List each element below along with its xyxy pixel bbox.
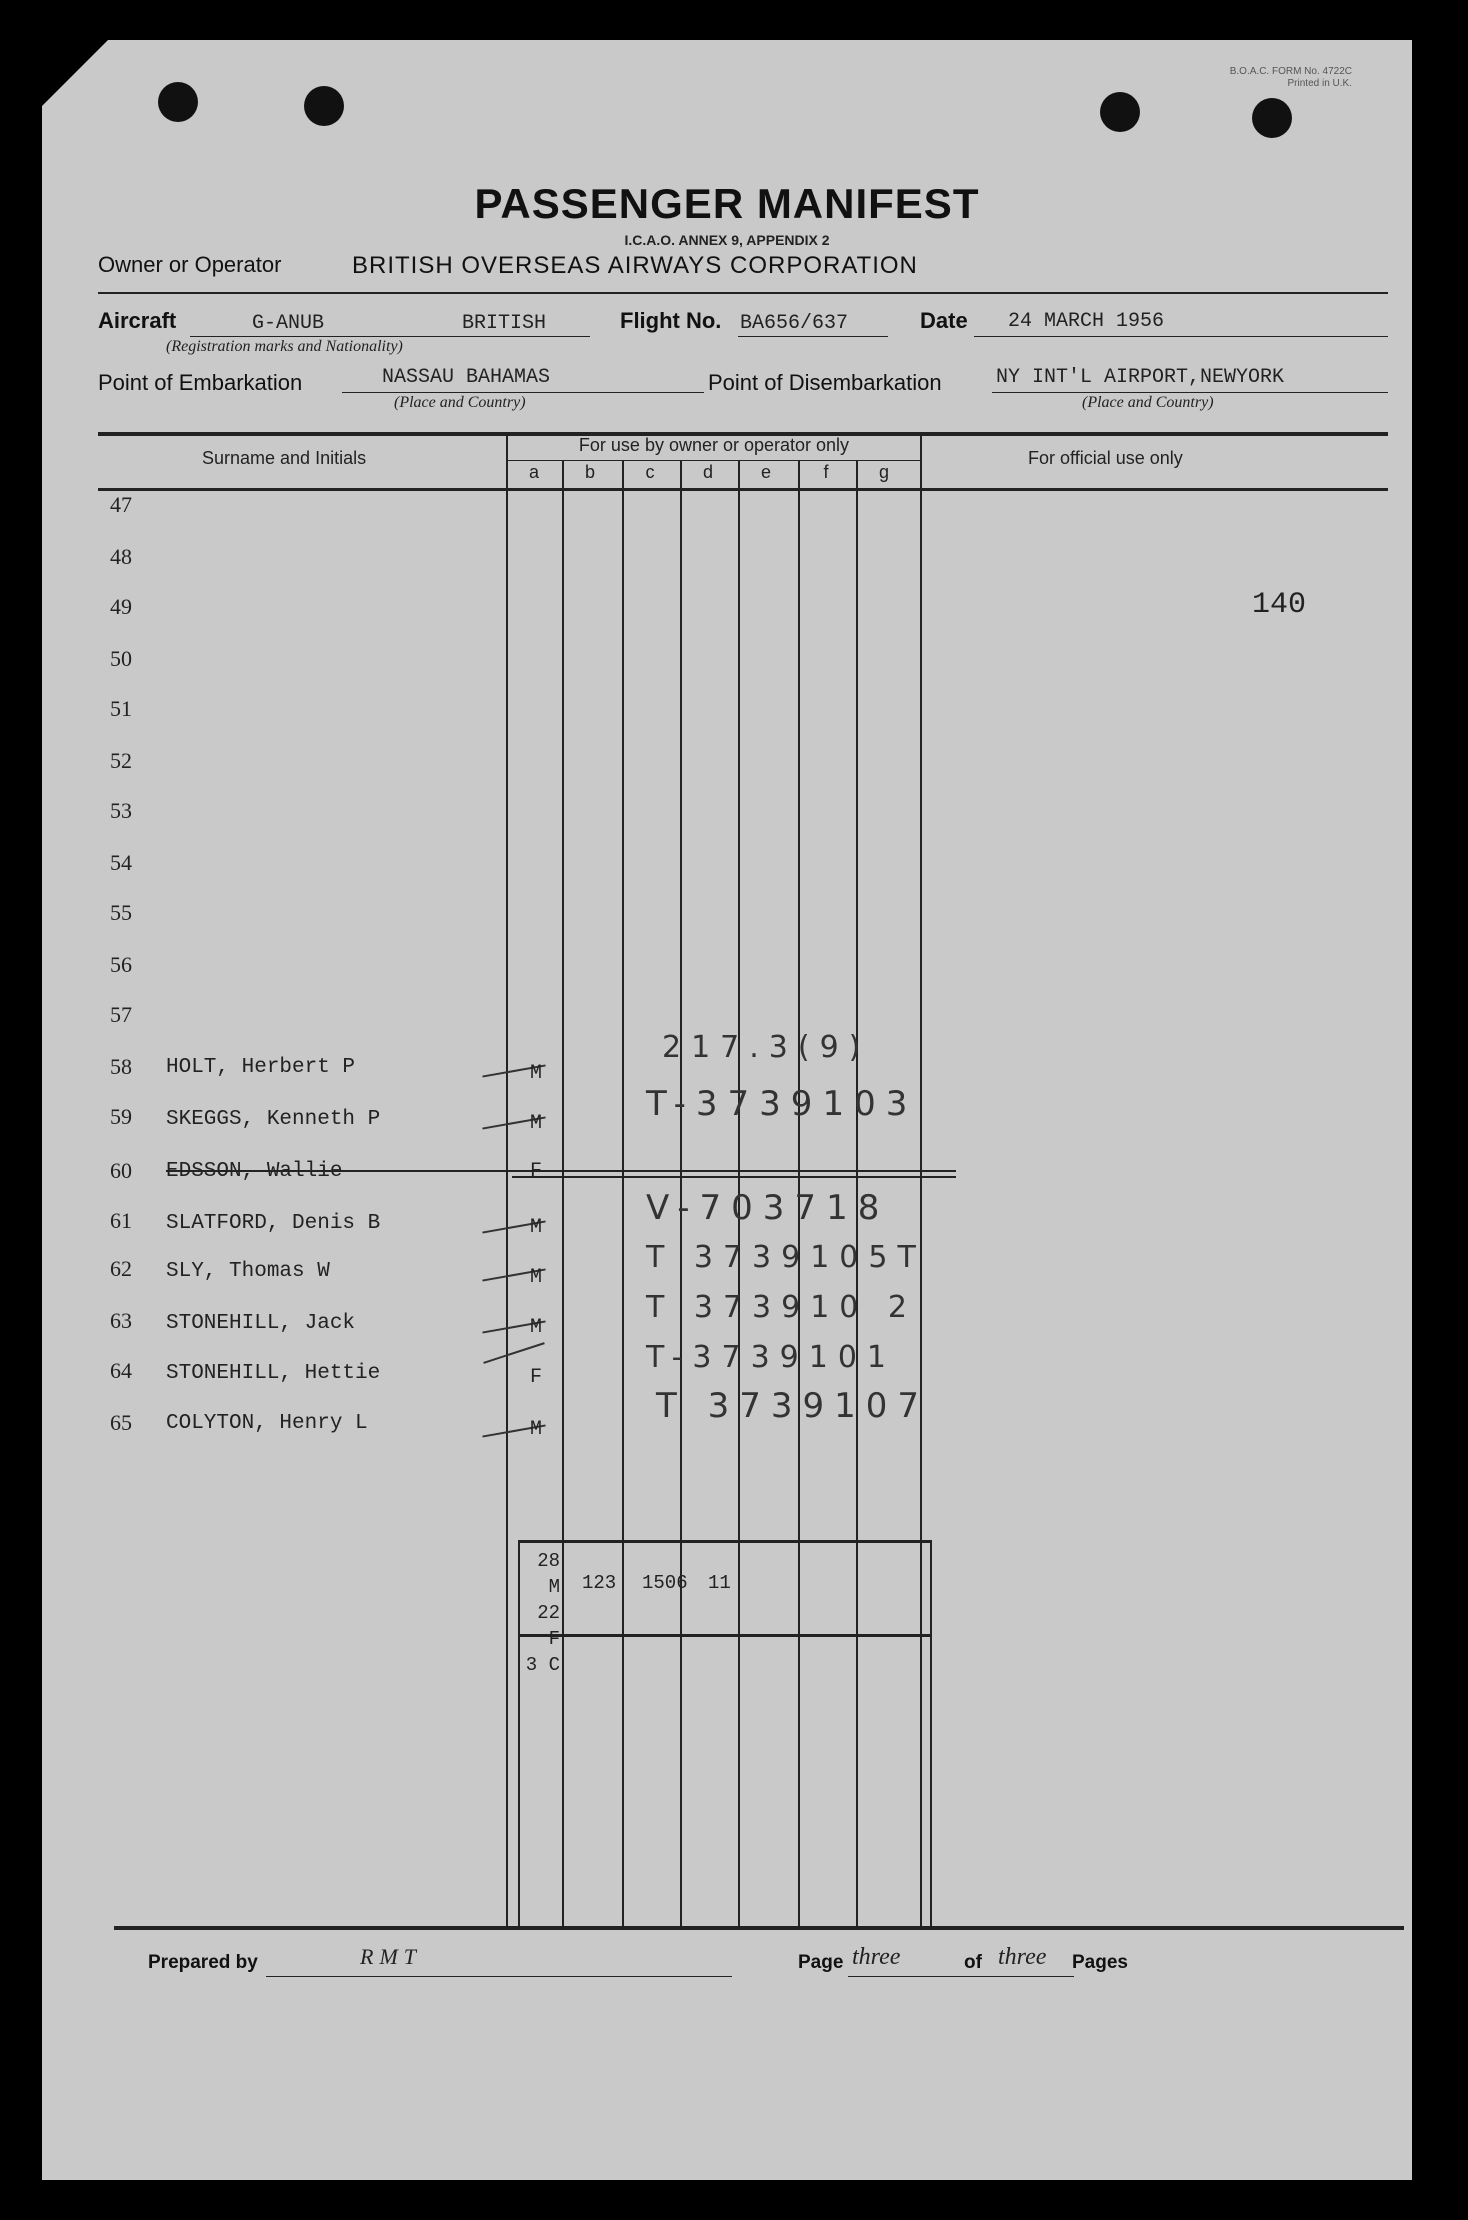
passenger-name: SKEGGS, Kenneth P bbox=[166, 1108, 381, 1131]
owner-value: BRITISH OVERSEAS AIRWAYS CORPORATION bbox=[352, 252, 918, 279]
col-c-header: c bbox=[645, 462, 655, 482]
row-num-48: 48 bbox=[110, 544, 132, 569]
passenger-name: HOLT, Herbert P bbox=[166, 1056, 356, 1079]
passenger-document: T-3739101 bbox=[646, 1340, 897, 1375]
page-rule bbox=[848, 1976, 1074, 1977]
official-left-line-2 bbox=[930, 1540, 932, 1928]
prepared-value: RMT bbox=[360, 1944, 422, 1969]
col-e-header: e bbox=[760, 462, 771, 482]
prepared-rule bbox=[266, 1976, 732, 1977]
date-rule bbox=[974, 336, 1388, 337]
row-num-57: 57 bbox=[110, 1002, 132, 1027]
flight-value: BA656/637 bbox=[740, 312, 849, 335]
passenger-document: 217.3(9) bbox=[662, 1030, 871, 1065]
passenger-sex: F bbox=[530, 1160, 543, 1183]
passenger-sex: M bbox=[530, 1112, 543, 1135]
of-value: three bbox=[998, 1944, 1047, 1970]
owner-rule bbox=[98, 292, 1388, 294]
row-num: 62 bbox=[110, 1256, 132, 1281]
flight-rule bbox=[738, 336, 888, 337]
total-male: 28 M bbox=[537, 1550, 560, 1598]
page-label: Page bbox=[798, 1952, 844, 1973]
passenger-document: T 3739107 bbox=[656, 1386, 929, 1426]
row-num: 63 bbox=[110, 1308, 132, 1333]
totals-sex-counts bbox=[516, 1548, 560, 1678]
official-left-line bbox=[920, 432, 922, 1928]
aircraft-nationality: BRITISH bbox=[462, 312, 547, 335]
embark-value: NASSAU BAHAMAS bbox=[382, 366, 551, 389]
row-num-49: 49 bbox=[110, 594, 132, 619]
disembark-label: Point of Disembarkation bbox=[708, 370, 942, 395]
aircraft-registration: G-ANUB bbox=[252, 312, 325, 335]
row-num-55: 55 bbox=[110, 900, 132, 925]
page-subtitle: I.C.A.O. ANNEX 9, APPENDIX 2 bbox=[624, 232, 830, 248]
row-num-50: 50 bbox=[110, 646, 132, 671]
col-a-header: a bbox=[528, 462, 539, 482]
torn-corner bbox=[40, 38, 110, 108]
embark-caption: (Place and Country) bbox=[394, 394, 526, 411]
passenger-document: T 3739105T bbox=[646, 1240, 926, 1275]
page-value: three bbox=[852, 1944, 901, 1970]
disembark-caption: (Place and Country) bbox=[1082, 394, 1214, 411]
date-label: Date bbox=[920, 308, 968, 333]
row-num-52: 52 bbox=[110, 748, 132, 773]
total-b: 123 bbox=[582, 1572, 617, 1594]
owner-label: Owner or Operator bbox=[98, 252, 282, 277]
row-num: 58 bbox=[110, 1054, 132, 1079]
embark-rule bbox=[342, 392, 704, 393]
passenger-sex: M bbox=[530, 1062, 543, 1085]
col-b-header: b bbox=[584, 462, 595, 482]
flight-label: Flight No. bbox=[620, 308, 722, 333]
disembark-rule bbox=[992, 392, 1388, 393]
aircraft-caption: (Registration marks and Nationality) bbox=[166, 338, 403, 355]
total-children: 3 C bbox=[525, 1654, 560, 1676]
of-label: of bbox=[964, 1952, 982, 1973]
totals-top-rule bbox=[518, 1540, 930, 1543]
official-header: For official use only bbox=[1028, 448, 1183, 468]
passenger-name: COLYTON, Henry L bbox=[166, 1412, 368, 1435]
strike-line bbox=[166, 1170, 956, 1172]
row-num-47: 47 bbox=[110, 492, 132, 517]
check-mark bbox=[483, 1342, 544, 1364]
prepared-label: Prepared by bbox=[148, 1952, 258, 1973]
row-num-51: 51 bbox=[110, 696, 132, 721]
passenger-document: T 373910 2 bbox=[646, 1290, 918, 1325]
table-header-rule bbox=[98, 488, 1388, 491]
passenger-name-struck: EDSSON, Wallie bbox=[166, 1160, 343, 1183]
manifest-paper bbox=[42, 40, 1412, 2180]
operator-header: For use by owner or operator only bbox=[578, 435, 850, 455]
total-c: 1506 bbox=[642, 1572, 688, 1594]
pages-label: Pages bbox=[1072, 1952, 1128, 1973]
punch-hole-2 bbox=[304, 86, 344, 126]
row-num: 65 bbox=[110, 1410, 132, 1435]
punch-hole-3 bbox=[1100, 92, 1140, 132]
col-f-header: f bbox=[823, 462, 829, 482]
row-num-53: 53 bbox=[110, 798, 132, 823]
aircraft-rule bbox=[190, 336, 590, 337]
col-a-left-line bbox=[506, 432, 508, 1928]
page-title: PASSENGER MANIFEST bbox=[474, 180, 980, 227]
passenger-document: V-703718 bbox=[646, 1188, 890, 1228]
row-num-54: 54 bbox=[110, 850, 132, 875]
passenger-sex: M bbox=[530, 1418, 543, 1441]
col-b-line bbox=[562, 460, 564, 1928]
passenger-sex: F bbox=[530, 1366, 543, 1389]
embark-label: Point of Embarkation bbox=[98, 370, 303, 395]
disembark-value: NY INT'L AIRPORT,NEWYORK bbox=[996, 366, 1285, 389]
passenger-name: STONEHILL, Jack bbox=[166, 1312, 356, 1335]
col-c-line bbox=[622, 460, 624, 1928]
table-bottom-rule bbox=[114, 1926, 1404, 1930]
row-num: 64 bbox=[110, 1358, 132, 1383]
row-num-56: 56 bbox=[110, 952, 132, 977]
col-d-header: d bbox=[702, 462, 713, 482]
passenger-sex: M bbox=[530, 1316, 543, 1339]
form-number: B.O.A.C. FORM No. 4722C Printed in U.K. bbox=[1229, 66, 1352, 89]
passenger-document: T-3739103 bbox=[646, 1084, 918, 1124]
row-num: 61 bbox=[110, 1208, 132, 1233]
punch-hole-4 bbox=[1252, 98, 1292, 138]
total-d: 11 bbox=[708, 1572, 731, 1594]
passenger-name: STONEHILL, Hettie bbox=[166, 1362, 381, 1385]
totals-bottom-rule bbox=[518, 1634, 930, 1637]
official-note: 140 bbox=[1252, 588, 1307, 622]
passenger-name: SLATFORD, Denis B bbox=[166, 1212, 381, 1235]
passenger-sex: M bbox=[530, 1216, 543, 1239]
passenger-sex: M bbox=[530, 1266, 543, 1289]
column-letter-rule bbox=[506, 460, 922, 461]
row-num: 60 bbox=[110, 1158, 132, 1183]
date-value: 24 MARCH 1956 bbox=[1008, 310, 1165, 333]
passenger-name: SLY, Thomas W bbox=[166, 1260, 330, 1283]
row-num: 59 bbox=[110, 1104, 132, 1129]
strike-line-2 bbox=[512, 1176, 956, 1178]
surname-header: Surname and Initials bbox=[202, 448, 367, 468]
total-female: 22 F bbox=[537, 1602, 560, 1650]
col-g-header: g bbox=[878, 462, 889, 482]
punch-hole-1 bbox=[158, 82, 198, 122]
aircraft-label: Aircraft bbox=[98, 308, 177, 333]
